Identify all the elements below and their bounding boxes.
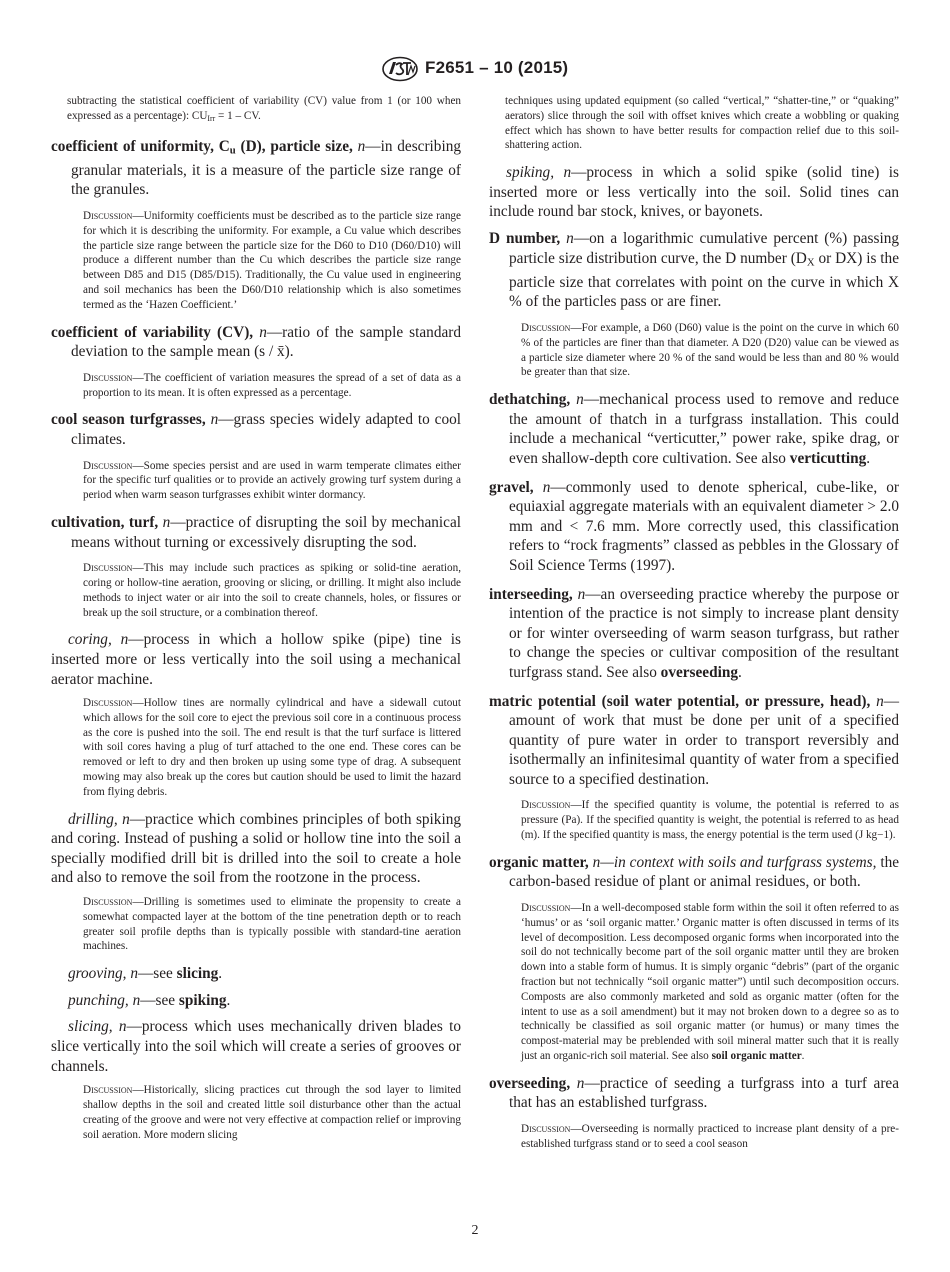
term-slicing: slicing, n—process which uses mechanically driven blades to slice vertically into the soil which will create a series of grooves or channels. xyxy=(51,1018,461,1075)
discussion: Discussion—Drilling is sometimes used to eliminate the propensity to create a somewhat compacted layer at the bottom of the tine penetration depth or to reach greater soil profile depths than is typically possible with standard-tine aeration machines. xyxy=(83,896,461,953)
term-spiking: spiking, n—process in which a solid spike (solid tine) is inserted more or less vertically into the soil. Solid tines can include round bar stock, knives, or bayonets. xyxy=(489,164,899,221)
page-number: 2 xyxy=(471,1223,479,1238)
continued-text: subtracting the statistical coefficient of variability (CV) value from 1 (or 100 when expressed as a percentage): CUIrr = 1 – CV. xyxy=(67,95,461,123)
astm-logo xyxy=(381,56,419,82)
right-column xyxy=(489,94,899,1162)
document-id: F2651 – 10 (2015) xyxy=(425,58,569,77)
term-organic-matter: organic matter, n—in context with soils and turfgrass systems, the carbon-based residue of plant or animal residues, or both. xyxy=(489,853,900,891)
term-grooving: grooving, n—see slicing. xyxy=(68,965,223,983)
continued-text: techniques using updated equipment (so called “vertical,” “shatter-tine,” or “quaking” aerators) slice through the soil with offset knives which create a wobbling or quaking effect which has shown to have better results for compaction relief due to this soil-shattering action. xyxy=(505,95,899,152)
term-matric-potential: matric potential (soil water potential, or pressure, head), n—amount of work that must be done per unit of a specified quantity of pure water in order to transport reversibly and isothermally an infinitesimal quantity of water from a specified source to a specified destination. xyxy=(489,692,900,788)
term-dethatching: dethatching, n—mechanical process used to remove and reduce the amount of thatch in a turfgrass installation. This could include a mechanical “verticutter,” power rake, spike drag, or even shallow-depth core cultivation. See also verticutting. xyxy=(489,391,899,467)
discussion: Discussion—Some species persist and are used in warm temperate climates either for the specific turf qualities or to provide an actively growing turf system during a period when warm season turfgrasses exhibit winter dormancy. xyxy=(83,459,461,502)
discussion: Discussion—For example, a D60 (D60) value is the point on the curve in which 60 % of the particles are finer than that diameter. A D20 (D20) value can be viewed as a particle size diameter where 20 % of the sand would be less than and 80 % would be greater than that size. xyxy=(521,322,899,379)
term-coefficient-of-uniformity: coefficient of uniformity, Cu (D), particle size, n—in describing granular materials, it is a measure of the particle size range of the granules. xyxy=(51,137,461,199)
discussion: Discussion—Overseeding is normally practiced to increase plant density of a pre-established turfgrass stand or to seed a cool season xyxy=(521,1123,899,1150)
discussion: Discussion—In a well-decomposed stable form within the soil it often referred to as ‘humus’ or as ‘soil organic matter.’ Organic matter is often discussed in terms of its level of decomposition. Less decomposed organic forms when incorporated into the soil do not technically become part of the soil organic matter until they are broken down into a stable form of humus. It is simply organic “debris” (part of the organic fraction but not technically “soil organic matter”) until such decomposition occurs. Composts are also commonly marketed and sold as organic matter (often for the intent to use as a soil amendment) but it may not broken down to a degree so as to technically be classified as soil organic matter (or humus) or many times the compost-material may be preblended with soil mineral matter such that it is really just an organic-rich soil material. See also soil organic matter. xyxy=(521,902,899,1063)
term-punching: punching, n—see spiking. xyxy=(68,991,231,1009)
term-gravel: gravel, n—commonly used to denote spherical, cube-like, or equiaxial aggregate materials with an equivalent diameter > 2.0 mm and < 7.6 mm. More correctly used, this classification refers to “rock fragments” classed as pebbles in the Glossary of Soil Science Terms (1997). xyxy=(489,478,899,574)
term-interseeding: interseeding, n—an overseeding practice whereby the purpose or intention of the practice is not simply to increase plant density or for winter overseeding of warm season turfgrass, but rather to change the species or cultivar composition of the resultant turfgrass stand. See also overseeding. xyxy=(489,585,900,681)
page-header xyxy=(0,56,950,84)
term-coring: coring, n—process in which a hollow spike (pipe) tine is inserted more or less vertically into the soil using a mechanical aerator machine. xyxy=(51,631,461,688)
term-cultivation-turf: cultivation, turf, n—practice of disrupting the soil by mechanical means without turning or excessively disrupting the sod. xyxy=(51,513,461,551)
term-overseeding: overseeding, n—practice of seeding a turfgrass into a turf area that has an established turfgrass. xyxy=(489,1074,899,1112)
discussion: Discussion—Uniformity coefficients must be described as to the particle size range for which it is describing the uniformity. For example, a Cu value which describes the particle size range between the particle size for the D60 to D10 (D60/D10) will produce a different number than the Cu which describes the particle size range between D85 and D15 (D85/D15). Traditionally, the Cu value used in engineering and soil mechanics has been the D60/D10 relationship which is also sometimes termed as the ‘Hazen Coefficient.’ xyxy=(83,210,461,311)
left-column xyxy=(51,94,461,1152)
discussion: Discussion—Hollow tines are normally cylindrical and have a sidewall cutout which allows for the soil core to eject the previous soil core in a continuous process as the core is pushed into the soil. The end result is that the turf surface is littered with soil cores having a plug of turf attached to the one end. These cores can be removed or left to dry and then broken up using some type of drag. A subsequent mowing may also break up the cores but caution should be used to limit the hazard from flying debris. xyxy=(83,697,461,798)
discussion: Discussion—If the specified quantity is volume, the potential is referred to as pressure (Pa). If the specified quantity is weight, the potential is referred to as head (m). If the specified quantity is mass, the energy potential is the term used (J kg−1). xyxy=(521,799,899,842)
discussion: Discussion—The coefficient of variation measures the spread of a set of data as a proportion to its mean. It is often expressed as a percentage. xyxy=(83,371,461,399)
term-cool-season-turfgrasses: cool season turfgrasses, n—grass species widely adapted to cool climates. xyxy=(51,411,462,448)
term-coefficient-of-variability: coefficient of variability (CV), n—ratio of the sample standard deviation to the sample mean (s / x̄). xyxy=(51,323,461,361)
discussion: Discussion—Historically, slicing practices cut through the sod layer to limited shallow depths in the soil and created little soil disturbance other than the actual creating of the groove and were not very effective at compaction relief or improving soil aeration. More modern slicing xyxy=(83,1084,461,1141)
term-drilling: drilling, n—practice which combines principles of both spiking and coring. Instead of pushing a solid or hollow tine into the soil a specially modified drill bit is drilled into the soil to create a hole and also to remove the soil from the rootzone in the process. xyxy=(51,810,461,887)
discussion: Discussion—This may include such practices as spiking or solid-tine aeration, coring or hollow-tine aeration, grooving or slicing, or drilling. It might also include methods to inject water or air into the soil to create channels, holes, or fissures or break up the soil structure, or a combination thereof. xyxy=(83,562,461,619)
term-d-number: D number, n—on a logarithmic cumulative percent (%) passing particle size distribution curve, the D number (DX or DX) is the particle size that correlates with point on the curve in which X % of the particles pass or are finer. xyxy=(489,229,900,311)
